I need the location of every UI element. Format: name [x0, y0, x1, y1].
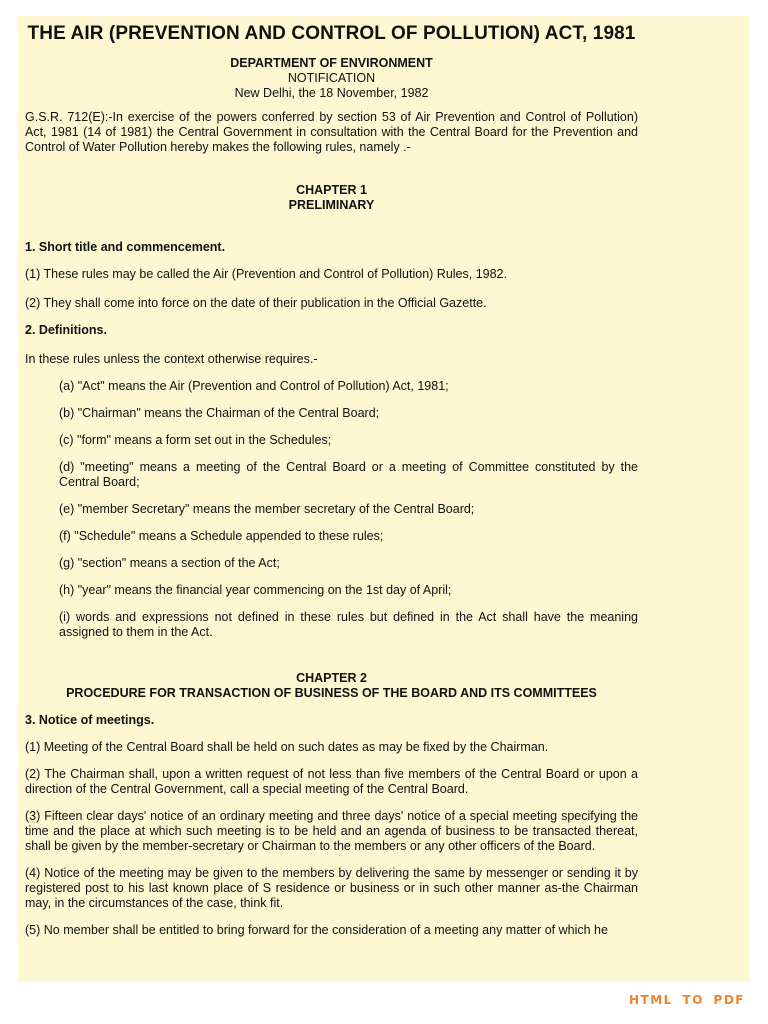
- definition-item: (h) "year" means the financial year commencing on the 1st day of April;: [59, 583, 452, 597]
- definition-item: (f) "Schedule" means a Schedule appended to these rules;: [59, 529, 384, 543]
- chapter-number: CHAPTER 2: [296, 671, 367, 685]
- chapter-title: PROCEDURE FOR TRANSACTION OF BUSINESS OF THE BOARD AND ITS COMMITTEES: [66, 686, 597, 700]
- notification-label: NOTIFICATION: [287, 71, 376, 85]
- definition-item: (a) "Act" means the Air (Prevention and Control of Pollution) Act, 1981;: [59, 379, 449, 393]
- document-title: THE AIR (PREVENTION AND CONTROL OF POLLUTION) ACT, 1981: [27, 23, 636, 44]
- definition-item: (b) "Chairman" means the Chairman of the Central Board;: [59, 406, 380, 420]
- paragraph: In these rules unless the context otherwise requires.-: [25, 352, 318, 366]
- paragraph: (2) The Chairman shall, upon a written request of not less than five members of the Central Board or upon a direction of the Central Government, call a special meeting of the Central Board.: [25, 767, 638, 796]
- definition-item: (d) "meeting" means a meeting of the Central Board or a meeting of Committee constituted by the Central Board;: [59, 460, 638, 489]
- paragraph: (1) These rules may be called the Air (Prevention and Control of Pollution) Rules, 1982.: [25, 267, 507, 281]
- paragraph: (4) Notice of the meeting may be given to the members by delivering the same by messenger or sending it by registered post to his last known place of S residence or business or in such other manner as-the Chairman may, in the circumstances of the case, think fit.: [25, 866, 638, 910]
- paragraph: (2) They shall come into force on the date of their publication in the Official Gazette.: [25, 296, 487, 310]
- chapter-number: CHAPTER 1: [296, 183, 367, 197]
- definition-item: (c) "form" means a form set out in the Schedules;: [59, 433, 332, 447]
- document-page: [18, 16, 750, 982]
- chapter-title: PRELIMINARY: [288, 198, 375, 212]
- section-heading: 2. Definitions.: [25, 323, 107, 337]
- section-heading: 3. Notice of meetings.: [25, 713, 155, 727]
- intro-paragraph: G.S.R. 712(E):-In exercise of the powers conferred by section 53 of Air Prevention and Control of Pollution) Act, 1981 (14 of 1981) the Central Government in consultation with the Central Board for the Prevention and Control of Water Pollution hereby makes the following rules, namely .-: [25, 110, 638, 154]
- html-to-pdf-logo: HTML TO PDF: [628, 993, 745, 1007]
- place-date: New Delhi, the 18 November, 1982: [234, 86, 429, 100]
- paragraph: (3) Fifteen clear days' notice of an ordinary meeting and three days' notice of a special meeting specifying the time and the place at which such meeting is to be held and an agenda of business to be transacted thereat, shall be given by the member-secretary or Chairman to the members or any other officers of the Board.: [25, 809, 638, 853]
- chapter-2-heading: [25, 671, 638, 701]
- definition-item: (e) "member Secretary" means the member secretary of the Central Board;: [59, 502, 475, 516]
- department-name: DEPARTMENT OF ENVIRONMENT: [230, 56, 433, 70]
- chapter-1-heading: [25, 183, 638, 213]
- definition-item: (i) words and expressions not defined in these rules but defined in the Act shall have the meaning assigned to them in the Act.: [59, 610, 638, 639]
- paragraph: (5) No member shall be entitled to bring forward for the consideration of a meeting any matter of which he: [25, 923, 608, 937]
- section-heading: 1. Short title and commencement.: [25, 240, 226, 254]
- paragraph: (1) Meeting of the Central Board shall be held on such dates as may be fixed by the Chairman.: [25, 740, 549, 754]
- notification-header: [25, 56, 638, 101]
- definition-item: (g) "section" means a section of the Act;: [59, 556, 280, 570]
